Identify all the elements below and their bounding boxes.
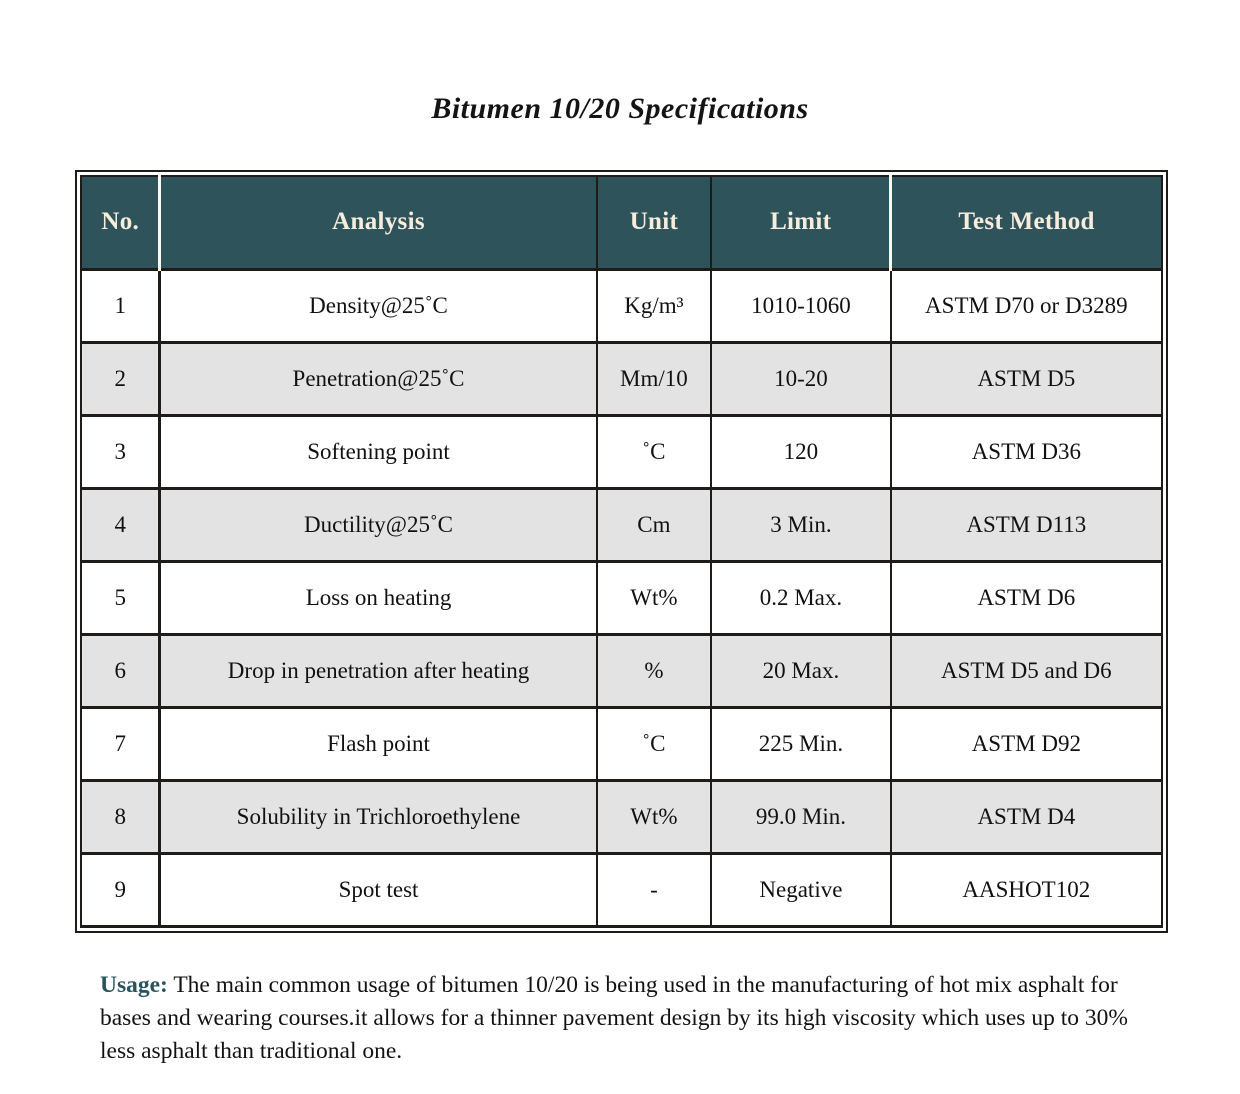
table-body: [81, 269, 1162, 926]
cell-analysis: Ductility@25˚C: [160, 488, 597, 561]
usage-label: Usage:: [100, 971, 168, 998]
page-title: Bitumen 10/20 Specifications: [431, 92, 809, 125]
table-row: [81, 707, 1162, 780]
cell-analysis: Penetration@25˚C: [160, 342, 597, 415]
cell-test-method: ASTM D5: [891, 342, 1162, 415]
cell-no: 6: [81, 634, 160, 707]
cell-test-method: AASHOT102: [891, 853, 1162, 926]
cell-unit: Cm: [597, 488, 712, 561]
cell-limit: 225 Min.: [711, 707, 890, 780]
table-row: [81, 780, 1162, 853]
usage-paragraph: [100, 969, 1138, 1068]
cell-limit: 20 Max.: [711, 634, 890, 707]
cell-limit: 0.2 Max.: [711, 561, 890, 634]
cell-limit: 99.0 Min.: [711, 780, 890, 853]
cell-test-method: ASTM D70 or D3289: [891, 269, 1162, 342]
header-cell-no: No.: [81, 176, 160, 269]
cell-test-method: ASTM D6: [891, 561, 1162, 634]
cell-no: 7: [81, 707, 160, 780]
cell-unit: Wt%: [597, 561, 712, 634]
cell-unit: %: [597, 634, 712, 707]
cell-limit: 1010-1060: [711, 269, 890, 342]
cell-unit: Wt%: [597, 780, 712, 853]
cell-test-method: ASTM D92: [891, 707, 1162, 780]
cell-no: 9: [81, 853, 160, 926]
spec-table: [80, 175, 1163, 928]
table-row: [81, 853, 1162, 926]
cell-test-method: ASTM D5 and D6: [891, 634, 1162, 707]
table-row: [81, 488, 1162, 561]
cell-analysis: Solubility in Trichloroethylene: [160, 780, 597, 853]
cell-analysis: Softening point: [160, 415, 597, 488]
cell-no: 1: [81, 269, 160, 342]
cell-limit: 10-20: [711, 342, 890, 415]
cell-analysis: Drop in penetration after heating: [160, 634, 597, 707]
cell-no: 3: [81, 415, 160, 488]
header-cell-unit: Unit: [597, 176, 712, 269]
table-row: [81, 634, 1162, 707]
cell-analysis: Flash point: [160, 707, 597, 780]
table-row: [81, 342, 1162, 415]
cell-no: 4: [81, 488, 160, 561]
cell-no: 2: [81, 342, 160, 415]
cell-unit: ˚C: [597, 707, 712, 780]
table-header: [81, 176, 1162, 269]
table-row: [81, 415, 1162, 488]
cell-analysis: Spot test: [160, 853, 597, 926]
usage-text: The main common usage of bitumen 10/20 is being used in the manufacturing of hot mix asphalt for bases and wearing courses.it allows for a thinner pavement design by its high viscosity which uses up to 30% less asphalt than traditional one.: [100, 971, 1128, 1064]
cell-no: 5: [81, 561, 160, 634]
cell-unit: -: [597, 853, 712, 926]
header-cell-analysis: Analysis: [160, 176, 597, 269]
cell-test-method: ASTM D113: [891, 488, 1162, 561]
table-header-row: [81, 176, 1162, 269]
table-row: [81, 269, 1162, 342]
header-cell-limit: Limit: [711, 176, 890, 269]
cell-limit: Negative: [711, 853, 890, 926]
cell-analysis: Density@25˚C: [160, 269, 597, 342]
cell-limit: 3 Min.: [711, 488, 890, 561]
cell-test-method: ASTM D4: [891, 780, 1162, 853]
cell-test-method: ASTM D36: [891, 415, 1162, 488]
cell-unit: Kg/m³: [597, 269, 712, 342]
cell-unit: Mm/10: [597, 342, 712, 415]
spec-table-frame: [75, 170, 1168, 933]
header-cell-test-method: Test Method: [891, 176, 1162, 269]
table-row: [81, 561, 1162, 634]
cell-no: 8: [81, 780, 160, 853]
cell-unit: ˚C: [597, 415, 712, 488]
cell-limit: 120: [711, 415, 890, 488]
cell-analysis: Loss on heating: [160, 561, 597, 634]
